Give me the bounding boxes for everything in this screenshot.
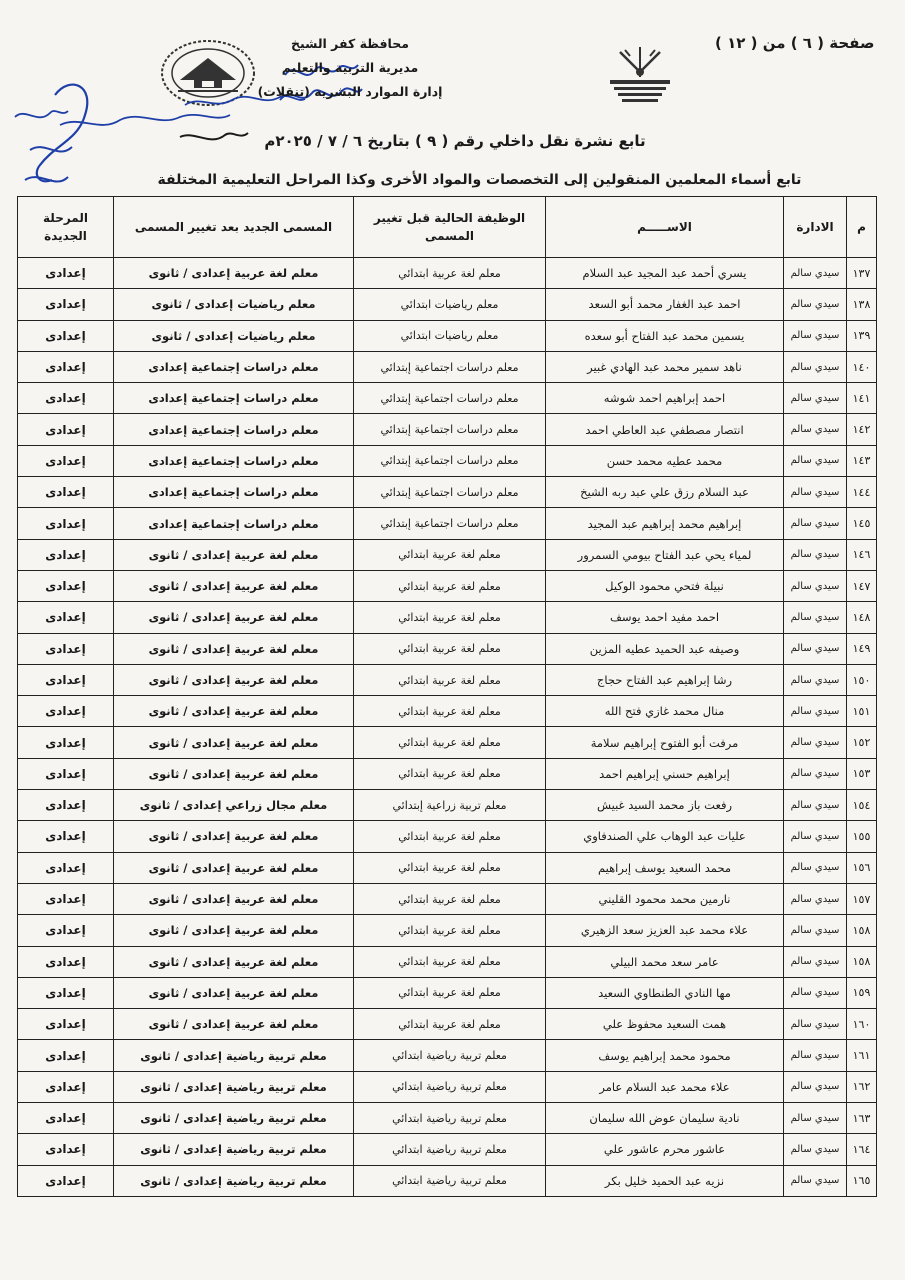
row-new-stage: إعدادى	[18, 946, 114, 977]
row-number: ١٥٧	[847, 883, 877, 914]
table-row	[18, 758, 877, 789]
row-name: عامر سعد محمد البيلي	[546, 946, 784, 977]
table-row	[18, 602, 877, 633]
row-new-stage: إعدادى	[18, 1103, 114, 1134]
row-current-job: معلم دراسات اجتماعية إبتدائي	[354, 383, 546, 414]
row-number: ١٥٥	[847, 821, 877, 852]
row-number: ١٦١	[847, 1040, 877, 1071]
row-new-stage: إعدادى	[18, 1165, 114, 1196]
row-administration: سيدي سالم	[784, 539, 847, 570]
table-row	[18, 946, 877, 977]
row-number: ١٤٢	[847, 414, 877, 445]
row-new-stage: إعدادى	[18, 1071, 114, 1102]
table-row	[18, 570, 877, 601]
row-number: ١٤٣	[847, 445, 877, 476]
row-current-job: معلم لغة عربية ابتدائي	[354, 946, 546, 977]
row-name: محمد عطيه محمد حسن	[546, 445, 784, 476]
row-new-title: معلم لغة عربية إعدادى / ثانوى	[114, 570, 354, 601]
row-administration: سيدي سالم	[784, 351, 847, 382]
row-number: ١٦٠	[847, 1009, 877, 1040]
row-new-stage: إعدادى	[18, 664, 114, 695]
row-name: رفعت باز محمد السيد غبيش	[546, 790, 784, 821]
row-administration: سيدي سالم	[784, 320, 847, 351]
row-name: نارمين محمد محمود القليني	[546, 883, 784, 914]
row-current-job: معلم تربية رياضية ابتدائي	[354, 1040, 546, 1071]
row-new-title: معلم تربية رياضية إعدادى / ثانوى	[114, 1071, 354, 1102]
page-counter: صفحة ( ٦ ) من ( ١٢ )	[715, 34, 875, 52]
row-administration: سيدي سالم	[784, 696, 847, 727]
row-number: ١٤٦	[847, 539, 877, 570]
row-new-title: معلم تربية رياضية إعدادى / ثانوى	[114, 1103, 354, 1134]
row-new-title: معلم تربية رياضية إعدادى / ثانوى	[114, 1040, 354, 1071]
row-new-title: معلم تربية رياضية إعدادى / ثانوى	[114, 1165, 354, 1196]
row-name: ناهد سمير محمد عبد الهادي غبير	[546, 351, 784, 382]
row-number: ١٥٩	[847, 977, 877, 1008]
row-current-job: معلم دراسات اجتماعية إبتدائي	[354, 477, 546, 508]
row-new-title: معلم لغة عربية إعدادى / ثانوى	[114, 602, 354, 633]
row-current-job: معلم لغة عربية ابتدائي	[354, 821, 546, 852]
row-number: ١٥٨	[847, 946, 877, 977]
row-administration: سيدي سالم	[784, 1040, 847, 1071]
row-new-title: معلم تربية رياضية إعدادى / ثانوى	[114, 1134, 354, 1165]
row-new-title: معلم دراسات إجتماعية إعدادى	[114, 477, 354, 508]
row-name: عليات عبد الوهاب علي الصندفاوي	[546, 821, 784, 852]
row-new-stage: إعدادى	[18, 821, 114, 852]
row-new-title: معلم لغة عربية إعدادى / ثانوى	[114, 883, 354, 914]
row-name: علاء محمد عبد السلام عامر	[546, 1071, 784, 1102]
row-new-stage: إعدادى	[18, 445, 114, 476]
row-current-job: معلم لغة عربية ابتدائي	[354, 696, 546, 727]
header-new-title: المسمى الجديد بعد تغيير المسمى	[114, 197, 354, 258]
row-new-title: معلم لغة عربية إعدادى / ثانوى	[114, 758, 354, 789]
row-current-job: معلم لغة عربية ابتدائي	[354, 883, 546, 914]
row-new-stage: إعدادى	[18, 383, 114, 414]
row-new-title: معلم دراسات إجتماعية إعدادى	[114, 445, 354, 476]
table-row	[18, 383, 877, 414]
row-current-job: معلم لغة عربية ابتدائي	[354, 664, 546, 695]
row-number: ١٤٧	[847, 570, 877, 601]
governorate-name: محافظة كفر الشيخ	[291, 36, 409, 51]
row-name: منال محمد غازي فتح الله	[546, 696, 784, 727]
row-name: مرفت أبو الفتوح إبراهيم سلامة	[546, 727, 784, 758]
row-number: ١٦٣	[847, 1103, 877, 1134]
row-number: ١٥٦	[847, 852, 877, 883]
table-row	[18, 696, 877, 727]
row-new-title: معلم دراسات إجتماعية إعدادى	[114, 508, 354, 539]
table-row	[18, 351, 877, 382]
row-administration: سيدي سالم	[784, 1165, 847, 1196]
row-administration: سيدي سالم	[784, 570, 847, 601]
row-number: ١٤١	[847, 383, 877, 414]
document-title: تابع نشرة نقل داخلي رقم ( ٩ ) بتاريخ ٦ / ٧ / ٢٠٢٥م	[264, 132, 646, 150]
row-current-job: معلم لغة عربية ابتدائي	[354, 915, 546, 946]
table-row	[18, 852, 877, 883]
row-current-job: معلم تربية رياضية ابتدائي	[354, 1103, 546, 1134]
row-new-title: معلم مجال زراعي إعدادى / ثانوى	[114, 790, 354, 821]
row-new-title: معلم لغة عربية إعدادى / ثانوى	[114, 727, 354, 758]
row-new-title: معلم لغة عربية إعدادى / ثانوى	[114, 915, 354, 946]
row-new-title: معلم لغة عربية إعدادى / ثانوى	[114, 539, 354, 570]
row-administration: سيدي سالم	[784, 383, 847, 414]
row-new-title: معلم لغة عربية إعدادى / ثانوى	[114, 852, 354, 883]
row-name: إبراهيم حسني إبراهيم احمد	[546, 758, 784, 789]
row-name: نبيلة فتحي محمود الوكيل	[546, 570, 784, 601]
row-number: ١٤٥	[847, 508, 877, 539]
table-row	[18, 508, 877, 539]
row-administration: سيدي سالم	[784, 633, 847, 664]
row-name: نزيه عبد الحميد خليل بكر	[546, 1165, 784, 1196]
row-administration: سيدي سالم	[784, 790, 847, 821]
header-admin: الادارة	[784, 197, 847, 258]
row-new-title: معلم لغة عربية إعدادى / ثانوى	[114, 946, 354, 977]
table-row	[18, 790, 877, 821]
row-new-title: معلم رياضيات إعدادى / ثانوى	[114, 320, 354, 351]
row-name: يسري أحمد عبد المجيد عبد السلام	[546, 258, 784, 289]
row-name: احمد إبراهيم احمد شوشه	[546, 383, 784, 414]
document-header	[250, 32, 450, 104]
table-row	[18, 414, 877, 445]
row-new-stage: إعدادى	[18, 790, 114, 821]
row-new-title: معلم رياضيات إعدادى / ثانوى	[114, 289, 354, 320]
row-new-title: معلم دراسات إجتماعية إعدادى	[114, 383, 354, 414]
row-new-stage: إعدادى	[18, 258, 114, 289]
row-new-stage: إعدادى	[18, 758, 114, 789]
row-new-stage: إعدادى	[18, 602, 114, 633]
row-current-job: معلم تربية زراعية إبتدائي	[354, 790, 546, 821]
table-row	[18, 664, 877, 695]
row-administration: سيدي سالم	[784, 946, 847, 977]
row-number: ١٥٣	[847, 758, 877, 789]
table-row	[18, 477, 877, 508]
row-new-stage: إعدادى	[18, 1134, 114, 1165]
row-number: ١٤٩	[847, 633, 877, 664]
row-new-title: معلم لغة عربية إعدادى / ثانوى	[114, 1009, 354, 1040]
row-new-stage: إعدادى	[18, 633, 114, 664]
row-current-job: معلم لغة عربية ابتدائي	[354, 633, 546, 664]
row-new-title: معلم دراسات إجتماعية إعدادى	[114, 351, 354, 382]
row-administration: سيدي سالم	[784, 664, 847, 695]
row-new-title: معلم دراسات إجتماعية إعدادى	[114, 414, 354, 445]
row-name: علاء محمد عبد العزيز سعد الزهيري	[546, 915, 784, 946]
row-number: ١٥٤	[847, 790, 877, 821]
row-number: ١٣٧	[847, 258, 877, 289]
row-new-stage: إعدادى	[18, 477, 114, 508]
row-number: ١٥٢	[847, 727, 877, 758]
table-row	[18, 1103, 877, 1134]
row-new-stage: إعدادى	[18, 351, 114, 382]
row-new-stage: إعدادى	[18, 852, 114, 883]
row-current-job: معلم لغة عربية ابتدائي	[354, 1009, 546, 1040]
row-current-job: معلم لغة عربية ابتدائي	[354, 570, 546, 601]
row-number: ١٦٥	[847, 1165, 877, 1196]
row-name: إبراهيم محمد إبراهيم عبد المجيد	[546, 508, 784, 539]
row-name: نادية سليمان عوض الله سليمان	[546, 1103, 784, 1134]
row-current-job: معلم لغة عربية ابتدائي	[354, 977, 546, 1008]
row-number: ١٥١	[847, 696, 877, 727]
row-administration: سيدي سالم	[784, 1134, 847, 1165]
row-name: مها النادي الطنطاوي السعيد	[546, 977, 784, 1008]
row-new-stage: إعدادى	[18, 977, 114, 1008]
row-new-stage: إعدادى	[18, 539, 114, 570]
row-current-job: معلم دراسات اجتماعية إبتدائي	[354, 414, 546, 445]
row-administration: سيدي سالم	[784, 821, 847, 852]
row-new-title: معلم لغة عربية إعدادى / ثانوى	[114, 258, 354, 289]
row-name: همت السعيد محفوظ علي	[546, 1009, 784, 1040]
row-administration: سيدي سالم	[784, 758, 847, 789]
row-administration: سيدي سالم	[784, 1103, 847, 1134]
table-body	[18, 258, 877, 1197]
row-administration: سيدي سالم	[784, 977, 847, 1008]
row-administration: سيدي سالم	[784, 852, 847, 883]
row-new-stage: إعدادى	[18, 1009, 114, 1040]
row-administration: سيدي سالم	[784, 477, 847, 508]
row-number: ١٤٤	[847, 477, 877, 508]
table-header-row	[18, 197, 877, 258]
header-current-job: الوظيفة الحالية قبل تغيير المسمى	[354, 197, 546, 258]
row-new-stage: إعدادى	[18, 696, 114, 727]
row-number: ١٦٤	[847, 1134, 877, 1165]
header-num: م	[847, 197, 877, 258]
row-administration: سيدي سالم	[784, 1071, 847, 1102]
row-number: ١٥٨	[847, 915, 877, 946]
directorate-name: مديرية التربية والتعليم	[281, 60, 419, 75]
table-row	[18, 727, 877, 758]
table-row	[18, 883, 877, 914]
header-name: الاســـــم	[546, 197, 784, 258]
row-name: عبد السلام رزق علي عبد ربه الشيخ	[546, 477, 784, 508]
table-row	[18, 821, 877, 852]
row-new-stage: إعدادى	[18, 727, 114, 758]
table-row	[18, 258, 877, 289]
department-name: إدارة الموارد البشرية (تنقلات)	[257, 84, 443, 99]
table-row	[18, 445, 877, 476]
row-administration: سيدي سالم	[784, 915, 847, 946]
row-administration: سيدي سالم	[784, 1009, 847, 1040]
row-new-stage: إعدادى	[18, 883, 114, 914]
row-current-job: معلم تربية رياضية ابتدائي	[354, 1071, 546, 1102]
row-name: احمد عبد الغفار محمد أبو السعد	[546, 289, 784, 320]
row-new-stage: إعدادى	[18, 570, 114, 601]
row-new-title: معلم لغة عربية إعدادى / ثانوى	[114, 977, 354, 1008]
row-new-stage: إعدادى	[18, 414, 114, 445]
transfers-table	[17, 196, 877, 1197]
row-administration: سيدي سالم	[784, 258, 847, 289]
row-current-job: معلم لغة عربية ابتدائي	[354, 602, 546, 633]
row-new-title: معلم لغة عربية إعدادى / ثانوى	[114, 664, 354, 695]
row-number: ١٤٠	[847, 351, 877, 382]
table-row	[18, 915, 877, 946]
row-number: ١٦٢	[847, 1071, 877, 1102]
row-current-job: معلم دراسات اجتماعية إبتدائي	[354, 445, 546, 476]
row-current-job: معلم لغة عربية ابتدائي	[354, 727, 546, 758]
row-name: عاشور محرم عاشور علي	[546, 1134, 784, 1165]
row-number: ١٤٨	[847, 602, 877, 633]
table-row	[18, 1040, 877, 1071]
row-current-job: معلم رياضيات ابتدائي	[354, 289, 546, 320]
row-current-job: معلم تربية رياضية ابتدائي	[354, 1134, 546, 1165]
row-name: يسمين محمد عبد الفتاح أبو سعده	[546, 320, 784, 351]
row-name: وصيفه عبد الحميد عطيه المزين	[546, 633, 784, 664]
row-number: ١٥٠	[847, 664, 877, 695]
row-new-title: معلم لغة عربية إعدادى / ثانوى	[114, 633, 354, 664]
header-new-stage: المرحلة الجديدة	[18, 197, 114, 258]
row-new-stage: إعدادى	[18, 320, 114, 351]
row-new-title: معلم لغة عربية إعدادى / ثانوى	[114, 696, 354, 727]
row-new-stage: إعدادى	[18, 915, 114, 946]
table-row	[18, 320, 877, 351]
row-new-stage: إعدادى	[18, 508, 114, 539]
table-row	[18, 977, 877, 1008]
table-row	[18, 1165, 877, 1196]
row-name: محمد السعيد يوسف إبراهيم	[546, 852, 784, 883]
row-number: ١٣٩	[847, 320, 877, 351]
row-new-stage: إعدادى	[18, 1040, 114, 1071]
row-current-job: معلم لغة عربية ابتدائي	[354, 852, 546, 883]
row-name: انتصار مصطفي عبد العاطي احمد	[546, 414, 784, 445]
row-administration: سيدي سالم	[784, 602, 847, 633]
row-number: ١٣٨	[847, 289, 877, 320]
row-new-title: معلم لغة عربية إعدادى / ثانوى	[114, 821, 354, 852]
row-current-job: معلم رياضيات ابتدائي	[354, 320, 546, 351]
row-current-job: معلم لغة عربية ابتدائي	[354, 539, 546, 570]
row-name: رشا إبراهيم عبد الفتاح حجاج	[546, 664, 784, 695]
row-current-job: معلم دراسات اجتماعية إبتدائي	[354, 351, 546, 382]
table-row	[18, 633, 877, 664]
row-administration: سيدي سالم	[784, 445, 847, 476]
table-row	[18, 1134, 877, 1165]
table-row	[18, 539, 877, 570]
row-new-stage: إعدادى	[18, 289, 114, 320]
row-current-job: معلم دراسات اجتماعية إبتدائي	[354, 508, 546, 539]
row-administration: سيدي سالم	[784, 727, 847, 758]
row-administration: سيدي سالم	[784, 289, 847, 320]
row-administration: سيدي سالم	[784, 883, 847, 914]
row-current-job: معلم تربية رياضية ابتدائي	[354, 1165, 546, 1196]
row-name: محمود محمد إبراهيم يوسف	[546, 1040, 784, 1071]
row-current-job: معلم لغة عربية ابتدائي	[354, 258, 546, 289]
row-administration: سيدي سالم	[784, 508, 847, 539]
table-row	[18, 1009, 877, 1040]
row-name: لمياء يحي عبد الفتاح بيومي السمرور	[546, 539, 784, 570]
row-current-job: معلم لغة عربية ابتدائي	[354, 758, 546, 789]
document-subtitle: تابع أسماء المعلمين المنقولين إلى التخصصات والمواد الأخرى وكذا المراحل التعليمية المختلفة	[157, 172, 802, 188]
row-administration: سيدي سالم	[784, 414, 847, 445]
table-row	[18, 289, 877, 320]
table-row	[18, 1071, 877, 1102]
row-name: احمد مفيد احمد يوسف	[546, 602, 784, 633]
